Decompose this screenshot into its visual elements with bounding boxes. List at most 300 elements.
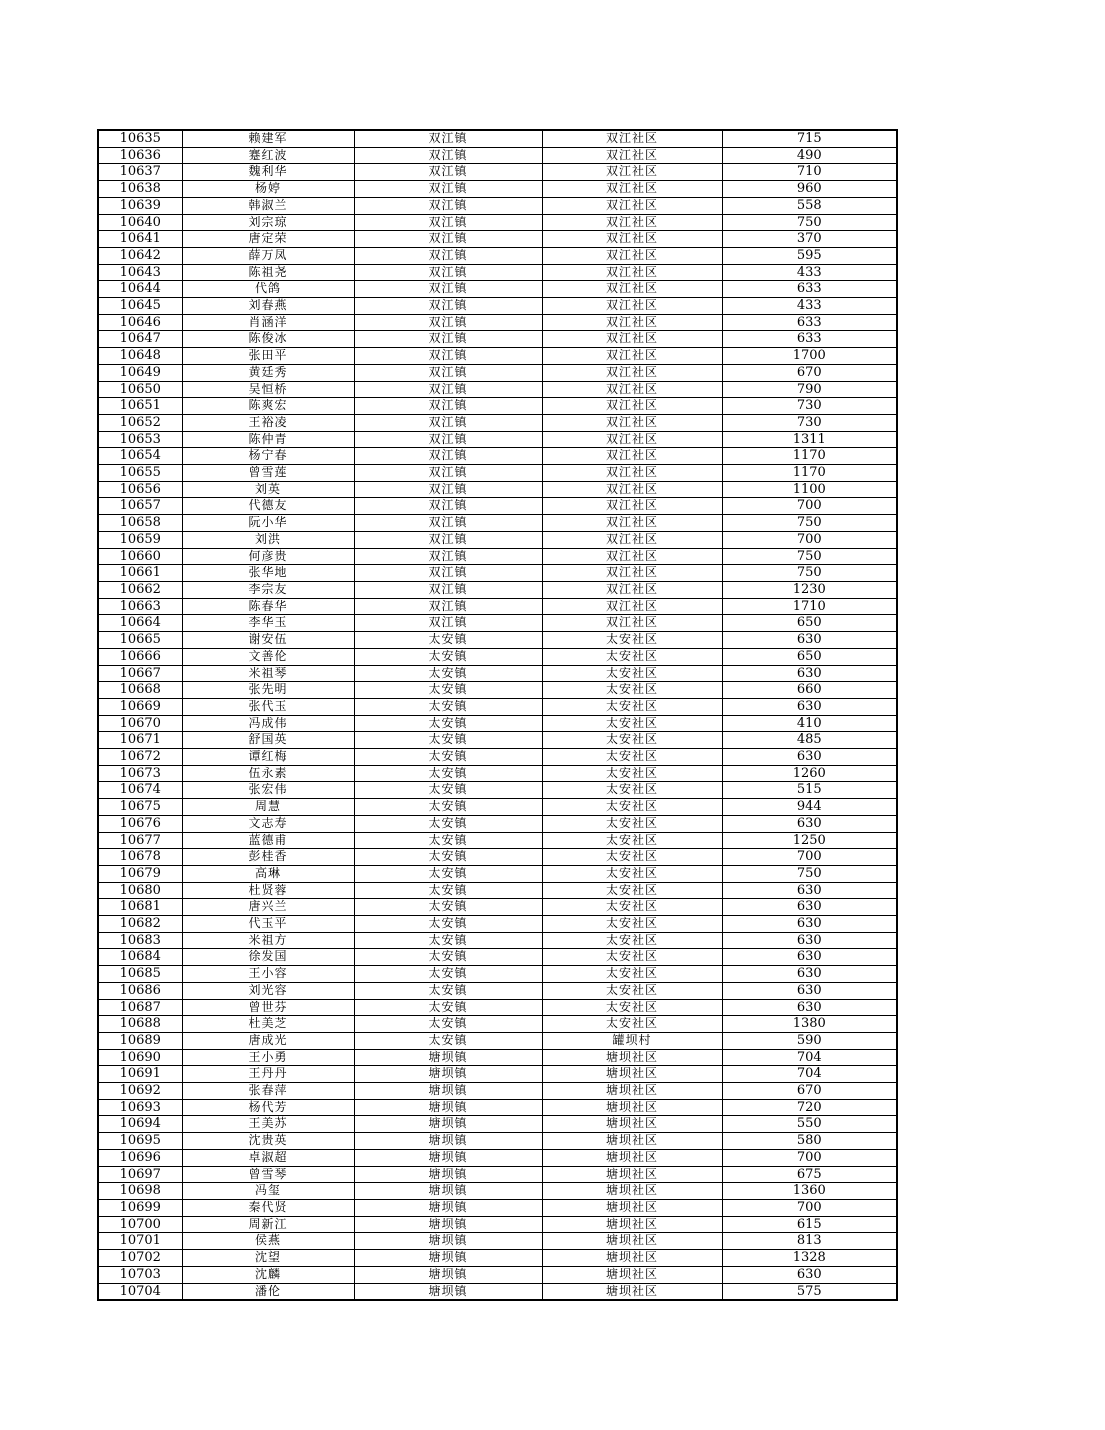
amount-cell: 1311: [722, 431, 897, 448]
table-row: [98, 414, 897, 431]
row-id-cell: 10641: [98, 231, 182, 248]
table-row: [98, 982, 897, 999]
community-cell: 双江社区: [542, 431, 722, 448]
community-cell: 塘坝社区: [542, 1216, 722, 1233]
town-cell: 太安镇: [354, 882, 542, 899]
community-cell: 双江社区: [542, 498, 722, 515]
table-row: [98, 147, 897, 164]
table-row: [98, 1016, 897, 1033]
town-cell: 太安镇: [354, 916, 542, 933]
community-cell: 双江社区: [542, 314, 722, 331]
row-id-cell: 10681: [98, 899, 182, 916]
row-id-cell: 10700: [98, 1216, 182, 1233]
table-row: [98, 966, 897, 983]
community-cell: 太安社区: [542, 916, 722, 933]
amount-cell: 490: [722, 147, 897, 164]
row-id-cell: 10640: [98, 214, 182, 231]
row-id-cell: 10682: [98, 916, 182, 933]
table-row: [98, 932, 897, 949]
community-cell: 双江社区: [542, 414, 722, 431]
community-cell: 双江社区: [542, 247, 722, 264]
row-id-cell: 10648: [98, 348, 182, 365]
row-id-cell: 10698: [98, 1183, 182, 1200]
person-name-cell: 蓝德甫: [182, 832, 354, 849]
table-row: [98, 298, 897, 315]
row-id-cell: 10653: [98, 431, 182, 448]
community-cell: 太安社区: [542, 999, 722, 1016]
amount-cell: 704: [722, 1049, 897, 1066]
town-cell: 塘坝镇: [354, 1116, 542, 1133]
community-cell: 太安社区: [542, 1016, 722, 1033]
amount-cell: 630: [722, 749, 897, 766]
community-cell: 双江社区: [542, 348, 722, 365]
community-cell: 太安社区: [542, 932, 722, 949]
row-id-cell: 10679: [98, 865, 182, 882]
amount-cell: 700: [722, 1200, 897, 1217]
row-id-cell: 10667: [98, 665, 182, 682]
amount-cell: 630: [722, 916, 897, 933]
table-row: [98, 264, 897, 281]
person-name-cell: 吴恒桥: [182, 381, 354, 398]
community-cell: 双江社区: [542, 515, 722, 532]
community-cell: 塘坝社区: [542, 1049, 722, 1066]
table-row: [98, 181, 897, 198]
person-name-cell: 高琳: [182, 865, 354, 882]
row-id-cell: 10693: [98, 1099, 182, 1116]
table-row: [98, 1049, 897, 1066]
row-id-cell: 10678: [98, 849, 182, 866]
table-row: [98, 247, 897, 264]
row-id-cell: 10651: [98, 398, 182, 415]
person-name-cell: 米祖方: [182, 932, 354, 949]
table-row: [98, 799, 897, 816]
person-name-cell: 冯玺: [182, 1183, 354, 1200]
row-id-cell: 10644: [98, 281, 182, 298]
amount-cell: 730: [722, 398, 897, 415]
amount-cell: 700: [722, 531, 897, 548]
town-cell: 双江镇: [354, 414, 542, 431]
table-row: [98, 515, 897, 532]
table-row: [98, 231, 897, 248]
table-row: [98, 281, 897, 298]
row-id-cell: 10683: [98, 932, 182, 949]
amount-cell: 580: [722, 1133, 897, 1150]
amount-cell: 630: [722, 982, 897, 999]
table-row: [98, 765, 897, 782]
table-row: [98, 1183, 897, 1200]
table-row: [98, 465, 897, 482]
community-cell: 太安社区: [542, 899, 722, 916]
table-row: [98, 1200, 897, 1217]
amount-cell: 410: [722, 715, 897, 732]
table-row: [98, 682, 897, 699]
person-name-cell: 杨代芳: [182, 1099, 354, 1116]
community-cell: 太安社区: [542, 949, 722, 966]
community-cell: 太安社区: [542, 966, 722, 983]
person-name-cell: 杜贤蓉: [182, 882, 354, 899]
person-name-cell: 肖涵洋: [182, 314, 354, 331]
row-id-cell: 10642: [98, 247, 182, 264]
table-row: [98, 431, 897, 448]
person-name-cell: 周慧: [182, 799, 354, 816]
community-cell: 双江社区: [542, 164, 722, 181]
person-name-cell: 李宗友: [182, 581, 354, 598]
town-cell: 塘坝镇: [354, 1216, 542, 1233]
community-cell: 双江社区: [542, 581, 722, 598]
row-id-cell: 10702: [98, 1250, 182, 1267]
town-cell: 双江镇: [354, 247, 542, 264]
table-row: [98, 1032, 897, 1049]
amount-cell: 615: [722, 1216, 897, 1233]
town-cell: 塘坝镇: [354, 1133, 542, 1150]
amount-cell: 1260: [722, 765, 897, 782]
person-name-cell: 王裕凌: [182, 414, 354, 431]
person-name-cell: 刘英: [182, 481, 354, 498]
person-name-cell: 刘春燕: [182, 298, 354, 315]
person-name-cell: 代玉平: [182, 916, 354, 933]
town-cell: 太安镇: [354, 715, 542, 732]
table-row: [98, 849, 897, 866]
town-cell: 塘坝镇: [354, 1049, 542, 1066]
town-cell: 太安镇: [354, 899, 542, 916]
row-id-cell: 10687: [98, 999, 182, 1016]
row-id-cell: 10656: [98, 481, 182, 498]
table-row: [98, 632, 897, 649]
row-id-cell: 10659: [98, 531, 182, 548]
town-cell: 双江镇: [354, 298, 542, 315]
table-row: [98, 314, 897, 331]
table-row: [98, 481, 897, 498]
row-id-cell: 10689: [98, 1032, 182, 1049]
community-cell: 塘坝社区: [542, 1183, 722, 1200]
person-name-cell: 曾雪莲: [182, 465, 354, 482]
community-cell: 塘坝社区: [542, 1099, 722, 1116]
community-cell: 双江社区: [542, 531, 722, 548]
table-row: [98, 1283, 897, 1300]
town-cell: 太安镇: [354, 849, 542, 866]
town-cell: 双江镇: [354, 381, 542, 398]
community-cell: 塘坝社区: [542, 1200, 722, 1217]
community-cell: 双江社区: [542, 181, 722, 198]
person-name-cell: 蹇红波: [182, 147, 354, 164]
row-id-cell: 10637: [98, 164, 182, 181]
amount-cell: 1328: [722, 1250, 897, 1267]
town-cell: 双江镇: [354, 548, 542, 565]
community-cell: 双江社区: [542, 481, 722, 498]
town-cell: 太安镇: [354, 949, 542, 966]
community-cell: 塘坝社区: [542, 1083, 722, 1100]
row-id-cell: 10649: [98, 364, 182, 381]
person-name-cell: 沈望: [182, 1250, 354, 1267]
table-row: [98, 548, 897, 565]
row-id-cell: 10671: [98, 732, 182, 749]
amount-cell: 550: [722, 1116, 897, 1133]
person-name-cell: 刘洪: [182, 531, 354, 548]
person-name-cell: 徐发国: [182, 949, 354, 966]
community-cell: 塘坝社区: [542, 1066, 722, 1083]
table-row: [98, 665, 897, 682]
amount-cell: 1250: [722, 832, 897, 849]
person-name-cell: 代德友: [182, 498, 354, 515]
person-name-cell: 曾雪琴: [182, 1166, 354, 1183]
row-id-cell: 10652: [98, 414, 182, 431]
amount-cell: 750: [722, 548, 897, 565]
table-row: [98, 782, 897, 799]
table-row: [98, 531, 897, 548]
town-cell: 太安镇: [354, 832, 542, 849]
town-cell: 塘坝镇: [354, 1149, 542, 1166]
row-id-cell: 10638: [98, 181, 182, 198]
amount-cell: 1380: [722, 1016, 897, 1033]
row-id-cell: 10657: [98, 498, 182, 515]
table-row: [98, 364, 897, 381]
table-row: [98, 381, 897, 398]
town-cell: 太安镇: [354, 765, 542, 782]
person-name-cell: 张宏伟: [182, 782, 354, 799]
row-id-cell: 10646: [98, 314, 182, 331]
town-cell: 双江镇: [354, 364, 542, 381]
town-cell: 太安镇: [354, 999, 542, 1016]
community-cell: 双江社区: [542, 598, 722, 615]
row-id-cell: 10677: [98, 832, 182, 849]
community-cell: 太安社区: [542, 682, 722, 699]
community-cell: 太安社区: [542, 698, 722, 715]
community-cell: 双江社区: [542, 565, 722, 582]
table-row: [98, 214, 897, 231]
person-name-cell: 秦代贤: [182, 1200, 354, 1217]
town-cell: 太安镇: [354, 966, 542, 983]
person-name-cell: 彭桂香: [182, 849, 354, 866]
town-cell: 太安镇: [354, 749, 542, 766]
row-id-cell: 10662: [98, 581, 182, 598]
row-id-cell: 10668: [98, 682, 182, 699]
community-cell: 双江社区: [542, 231, 722, 248]
person-name-cell: 张华地: [182, 565, 354, 582]
community-cell: 太安社区: [542, 849, 722, 866]
amount-cell: 730: [722, 414, 897, 431]
town-cell: 双江镇: [354, 264, 542, 281]
community-cell: 双江社区: [542, 281, 722, 298]
amount-cell: 670: [722, 364, 897, 381]
person-name-cell: 赖建军: [182, 130, 354, 147]
person-name-cell: 张春萍: [182, 1083, 354, 1100]
person-name-cell: 王小勇: [182, 1049, 354, 1066]
town-cell: 太安镇: [354, 865, 542, 882]
table-row: [98, 899, 897, 916]
row-id-cell: 10663: [98, 598, 182, 615]
row-id-cell: 10674: [98, 782, 182, 799]
town-cell: 太安镇: [354, 665, 542, 682]
person-name-cell: 陈俊冰: [182, 331, 354, 348]
community-cell: 太安社区: [542, 648, 722, 665]
town-cell: 双江镇: [354, 214, 542, 231]
person-name-cell: 文志寿: [182, 815, 354, 832]
person-name-cell: 杜美芝: [182, 1016, 354, 1033]
table-row: [98, 348, 897, 365]
community-cell: 太安社区: [542, 882, 722, 899]
table-row: [98, 865, 897, 882]
row-id-cell: 10654: [98, 448, 182, 465]
town-cell: 塘坝镇: [354, 1250, 542, 1267]
community-cell: 双江社区: [542, 214, 722, 231]
community-cell: 塘坝社区: [542, 1233, 722, 1250]
town-cell: 塘坝镇: [354, 1066, 542, 1083]
row-id-cell: 10696: [98, 1149, 182, 1166]
row-id-cell: 10680: [98, 882, 182, 899]
amount-cell: 1100: [722, 481, 897, 498]
row-id-cell: 10699: [98, 1200, 182, 1217]
person-name-cell: 潘伦: [182, 1283, 354, 1300]
amount-cell: 675: [722, 1166, 897, 1183]
row-id-cell: 10643: [98, 264, 182, 281]
amount-cell: 1710: [722, 598, 897, 615]
town-cell: 双江镇: [354, 130, 542, 147]
amount-cell: 650: [722, 615, 897, 632]
amount-cell: 630: [722, 665, 897, 682]
town-cell: 太安镇: [354, 1016, 542, 1033]
town-cell: 双江镇: [354, 314, 542, 331]
table-row: [98, 1216, 897, 1233]
amount-cell: 1700: [722, 348, 897, 365]
row-id-cell: 10665: [98, 632, 182, 649]
person-name-cell: 杨婷: [182, 181, 354, 198]
table-row: [98, 648, 897, 665]
person-name-cell: 唐定荣: [182, 231, 354, 248]
amount-cell: 558: [722, 197, 897, 214]
town-cell: 太安镇: [354, 632, 542, 649]
table-row: [98, 598, 897, 615]
person-name-cell: 沈贵英: [182, 1133, 354, 1150]
town-cell: 太安镇: [354, 682, 542, 699]
person-name-cell: 陈仲青: [182, 431, 354, 448]
row-id-cell: 10658: [98, 515, 182, 532]
community-cell: 双江社区: [542, 147, 722, 164]
community-cell: 太安社区: [542, 715, 722, 732]
community-cell: 双江社区: [542, 331, 722, 348]
town-cell: 塘坝镇: [354, 1099, 542, 1116]
row-id-cell: 10661: [98, 565, 182, 582]
table-row: [98, 331, 897, 348]
amount-cell: 370: [722, 231, 897, 248]
amount-cell: 515: [722, 782, 897, 799]
row-id-cell: 10697: [98, 1166, 182, 1183]
community-cell: 双江社区: [542, 264, 722, 281]
table-row: [98, 1149, 897, 1166]
roster-sheet: [97, 129, 896, 1301]
community-cell: 太安社区: [542, 782, 722, 799]
person-name-cell: 伍永素: [182, 765, 354, 782]
town-cell: 双江镇: [354, 147, 542, 164]
community-cell: 塘坝社区: [542, 1116, 722, 1133]
table-row: [98, 398, 897, 415]
town-cell: 双江镇: [354, 398, 542, 415]
table-row: [98, 916, 897, 933]
person-name-cell: 王美苏: [182, 1116, 354, 1133]
amount-cell: 630: [722, 815, 897, 832]
amount-cell: 590: [722, 1032, 897, 1049]
table-row: [98, 1233, 897, 1250]
person-name-cell: 刘光容: [182, 982, 354, 999]
row-id-cell: 10685: [98, 966, 182, 983]
person-name-cell: 李华玉: [182, 615, 354, 632]
amount-cell: 650: [722, 648, 897, 665]
table-row: [98, 715, 897, 732]
table-row: [98, 1099, 897, 1116]
amount-cell: 630: [722, 698, 897, 715]
row-id-cell: 10692: [98, 1083, 182, 1100]
amount-cell: 1170: [722, 448, 897, 465]
community-cell: 塘坝社区: [542, 1133, 722, 1150]
row-id-cell: 10639: [98, 197, 182, 214]
town-cell: 太安镇: [354, 982, 542, 999]
town-cell: 双江镇: [354, 281, 542, 298]
amount-cell: 595: [722, 247, 897, 264]
table-row: [98, 565, 897, 582]
person-name-cell: 王小容: [182, 966, 354, 983]
table-row: [98, 1066, 897, 1083]
person-name-cell: 唐成光: [182, 1032, 354, 1049]
town-cell: 塘坝镇: [354, 1283, 542, 1300]
community-cell: 太安社区: [542, 632, 722, 649]
person-name-cell: 唐兴兰: [182, 899, 354, 916]
community-cell: 太安社区: [542, 832, 722, 849]
amount-cell: 630: [722, 999, 897, 1016]
person-name-cell: 周新江: [182, 1216, 354, 1233]
town-cell: 太安镇: [354, 932, 542, 949]
amount-cell: 660: [722, 682, 897, 699]
roster-table: [97, 129, 898, 1301]
person-name-cell: 何彦贵: [182, 548, 354, 565]
town-cell: 双江镇: [354, 498, 542, 515]
amount-cell: 750: [722, 565, 897, 582]
amount-cell: 633: [722, 281, 897, 298]
row-id-cell: 10664: [98, 615, 182, 632]
person-name-cell: 刘宗琼: [182, 214, 354, 231]
town-cell: 太安镇: [354, 648, 542, 665]
table-row: [98, 1133, 897, 1150]
row-id-cell: 10650: [98, 381, 182, 398]
table-row: [98, 815, 897, 832]
row-id-cell: 10676: [98, 815, 182, 832]
town-cell: 双江镇: [354, 164, 542, 181]
person-name-cell: 陈春华: [182, 598, 354, 615]
community-cell: 双江社区: [542, 130, 722, 147]
row-id-cell: 10691: [98, 1066, 182, 1083]
roster-table-body: [98, 130, 897, 1300]
town-cell: 双江镇: [354, 615, 542, 632]
community-cell: 太安社区: [542, 865, 722, 882]
town-cell: 双江镇: [354, 181, 542, 198]
table-row: [98, 749, 897, 766]
amount-cell: 750: [722, 865, 897, 882]
table-row: [98, 498, 897, 515]
table-row: [98, 732, 897, 749]
table-row: [98, 164, 897, 181]
row-id-cell: 10694: [98, 1116, 182, 1133]
person-name-cell: 文善伦: [182, 648, 354, 665]
amount-cell: 944: [722, 799, 897, 816]
community-cell: 太安社区: [542, 815, 722, 832]
table-row: [98, 615, 897, 632]
person-name-cell: 张先明: [182, 682, 354, 699]
row-id-cell: 10635: [98, 130, 182, 147]
community-cell: 塘坝社区: [542, 1149, 722, 1166]
community-cell: 太安社区: [542, 765, 722, 782]
person-name-cell: 谭红梅: [182, 749, 354, 766]
table-row: [98, 197, 897, 214]
town-cell: 双江镇: [354, 515, 542, 532]
amount-cell: 704: [722, 1066, 897, 1083]
